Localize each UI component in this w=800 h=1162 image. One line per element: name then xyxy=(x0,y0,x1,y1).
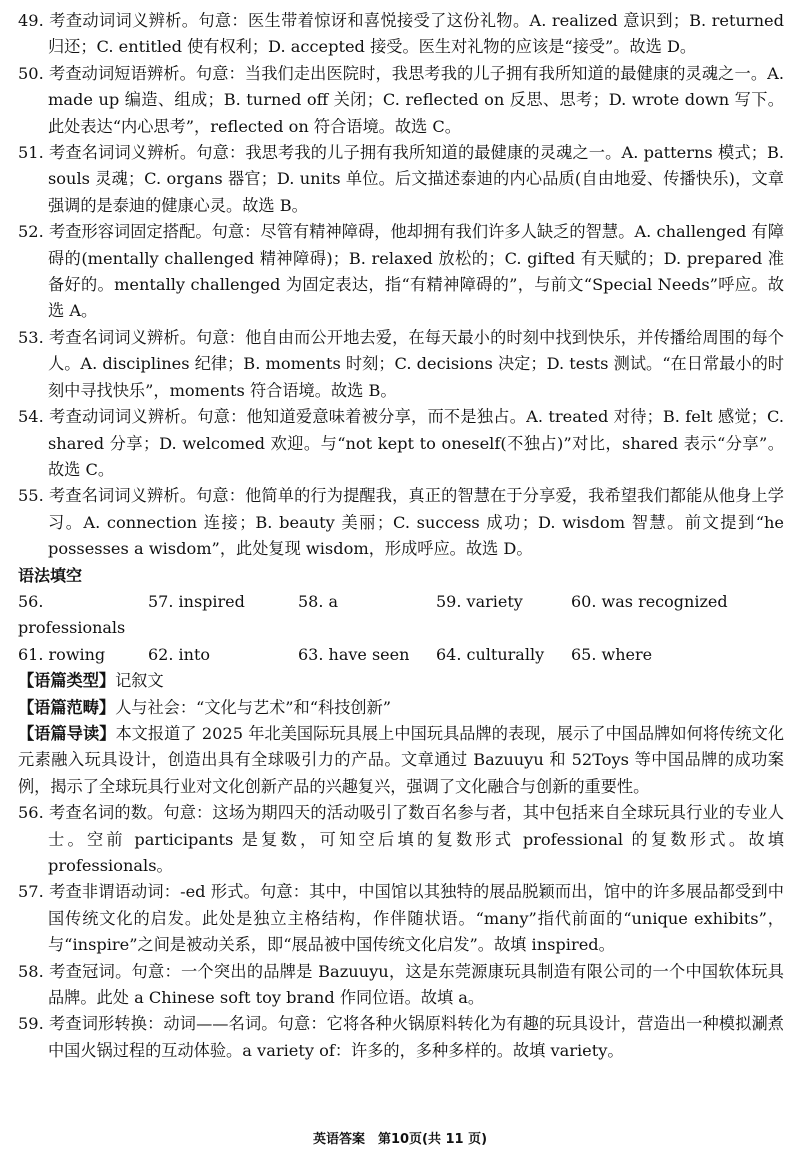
answer-item-55: 55. 考查名词词义辨析。句意：他简单的行为提醒我，真正的智慧在于分享爱，我希望我们都能从他身上学习。A. connection 连接；B. beauty 美丽；C. success 成功；D. wisdom 智慧。前文提到“he possesses a wisdom”，此处复现 wisdom，形成呼应。故选 D。 xyxy=(18,486,784,559)
meta-tag: 【语篇导读】 xyxy=(18,723,116,743)
grammar-answer-64: 64. culturally xyxy=(436,644,545,664)
grammar-answer-57: 57. inspired xyxy=(148,591,245,611)
meta-text-category xyxy=(18,695,784,721)
grammar-answer-59: 59. variety xyxy=(436,591,523,611)
grammar-answer-62: 62. into xyxy=(148,644,211,664)
answer-item-52: 52. 考查形容词固定搭配。句意：尽管有精神障碍，他却拥有我们许多人缺乏的智慧。A. challenged 有障碍的(mentally challenged 精神障碍)；B. relaxed 放松的；C. gifted 有天赋的；D. prepared 准备好的。mentally challenged 为固定表达，指“有精神障碍的”，与前文“Special Needs”呼应。故选 A。 xyxy=(18,222,784,321)
answer-item-51: 51. 考查名词词义辨析。句意：我思考我的儿子拥有我所知道的最健康的灵魂之一。A. patterns 模式；B. souls 灵魂；C. organs 器官；D. units 单位。后文描述泰迪的内心品质(自由地爱、传播快乐)，文章强调的是泰迪的健康心灵。故选 B。 xyxy=(18,143,784,215)
answer-item-49: 49. 考查动词词义辨析。句意：医生带着惊讶和喜悦接受了这份礼物。A. realized 意识到；B. returned 归还；C. entitled 使有权利；D. accepted 接受。医生对礼物的应该是“接受”。故选 D。 xyxy=(18,11,784,57)
meta-text-type xyxy=(18,668,784,694)
grammar-answer-65: 65. where xyxy=(571,644,653,664)
grammar-answer-63: 63. have seen xyxy=(298,644,410,664)
grammar-answer-61: 61. rowing xyxy=(18,644,106,664)
answer-item-50: 50. 考查动词短语辨析。句意：当我们走出医院时，我思考我的儿子拥有我所知道的最健康的灵魂之一。A. made up 编造、组成；B. turned off 关闭；C. reflected on 反思、思考；D. wrote down 写下。此处表达“内心思考”，reflected on 符合语境。故选 C。 xyxy=(18,63,784,136)
explanation-item-58: 58. 考查冠词。句意：一个突出的品牌是 Bazuuyu，这是东莞源康玩具制造有限公司的一个中国软体玩具品牌。此处 a Chinese soft toy brand 作同位语。故填 a。 xyxy=(18,961,784,1008)
meta-tag: 【语篇范畴】 xyxy=(18,697,116,717)
grammar-answer-56: 56. professionals xyxy=(18,591,126,638)
explanation-item-56: 56. 考查名词的数。句意：这场为期四天的活动吸引了数百名参与者，其中包括来自全球玩具行业的专业人士。空前 participants 是复数，可知空后填的复数形式 professional 的复数形式。故填 professionals。 xyxy=(18,803,784,875)
meta-value: 记叙文 xyxy=(115,671,164,691)
vocab-answers-block xyxy=(18,8,784,563)
answer-item-53: 53. 考查名词词义辨析。句意：他自由而公开地去爱，在每天最小的时刻中找到快乐，并传播给周围的每个人。A. disciplines 纪律；B. moments 时刻；C. decisions 决定；D. tests 测试。“在日常最小的时刻中寻找快乐”，moments 符合语境。故选 B。 xyxy=(18,327,784,400)
explanation-item-57: 57. 考查非谓语动词：-ed 形式。句意：其中，中国馆以其独特的展品脱颖而出，馆中的许多展品都受到中国传统文化的启发。此处是独立主格结构，作伴随状语。“many”指代前面的“unique exhibits”，与“inspire”之间是被动关系，即“展品被中国传统文化启发”。故填 inspired。 xyxy=(18,882,784,955)
grammar-explanations-block xyxy=(18,800,784,1064)
page-footer: 英语答案 第10页(共 11 页) xyxy=(312,1132,488,1147)
meta-tag: 【语篇类型】 xyxy=(18,671,116,691)
grammar-answer-grid xyxy=(18,589,784,668)
section-title-grammar: 语法填空 xyxy=(18,565,83,585)
grammar-answer-58: 58. a xyxy=(298,591,339,611)
explanation-item-59: 59. 考查词形转换：动词——名词。句意：它将各种火锅原料转化为有趣的玩具设计，营造出一种模拟涮煮中国火锅过程的互动体验。a variety of：许多的，多种多样的。故填 variety。 xyxy=(18,1014,784,1060)
answer-item-54: 54. 考查动词词义辨析。句意：他知道爱意味着被分享，而不是独占。A. treated 对待；B. felt 感觉；C. shared 分享；D. welcomed 欢迎。与“not kept to oneself(不独占)”对比，shared 表示“分享”。故选 C。 xyxy=(18,407,784,479)
meta-value: 人与社会：“文化与艺术”和“科技创新” xyxy=(115,697,392,717)
answer-page xyxy=(18,8,784,1064)
meta-value: 本文报道了 2025 年北美国际玩具展上中国玩具品牌的表现，展示了中国品牌如何将传统文化元素融入玩具设计，创造出具有全球吸引力的产品。文章通过 Bazuuyu 和 52Toys 等中国品牌的成功案例，揭示了全球玩具行业对文化创新产品的兴趣复兴，强调了文化融合与创新的重要性。 xyxy=(18,723,785,796)
grammar-answer-60: 60. was recognized xyxy=(571,591,728,611)
meta-text-guide xyxy=(18,721,784,800)
